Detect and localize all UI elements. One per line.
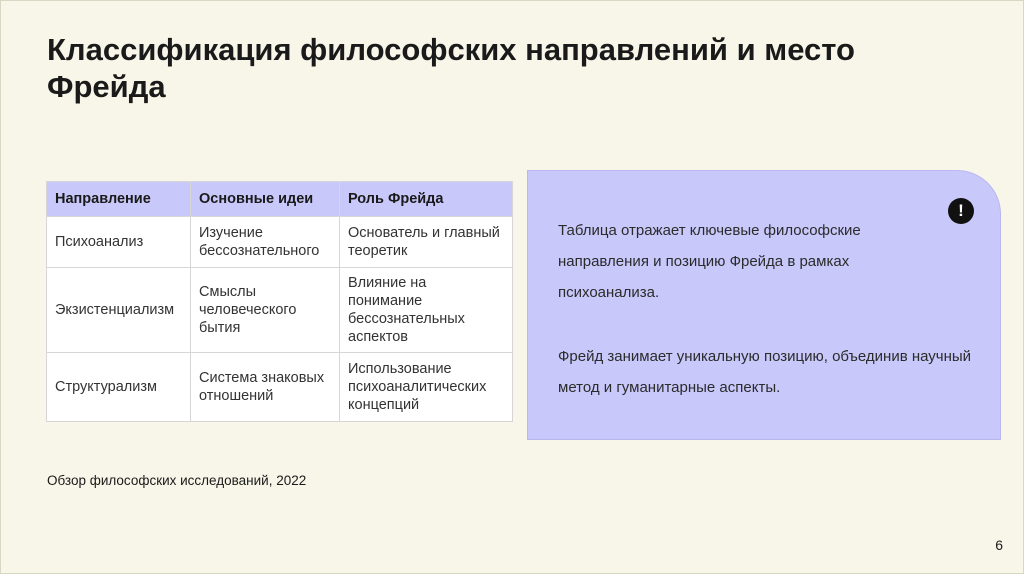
- header-main-ideas: Основные идеи: [191, 182, 340, 217]
- cell-freud-role: Влияние на понимание бессознательных аспектов: [340, 268, 513, 353]
- page-number: 6: [995, 537, 1003, 553]
- exclamation-icon: !: [948, 198, 974, 224]
- table-row: [47, 353, 513, 422]
- note-card: [527, 170, 1001, 440]
- cell-freud-role: Использование психоаналитических концепций: [340, 353, 513, 422]
- source-caption: Обзор философских исследований, 2022: [47, 473, 307, 488]
- philosophy-table: [46, 181, 513, 422]
- table-row: [47, 268, 513, 353]
- table-header-row: [47, 182, 513, 217]
- note-paragraph: Фрейд занимает уникальную позицию, объединив научный метод и гуманитарные аспекты.: [558, 348, 972, 396]
- cell-main-ideas: Изучение бессознательного: [191, 217, 340, 268]
- header-direction: Направление: [47, 182, 191, 217]
- cell-freud-role: Основатель и главный теоретик: [340, 217, 513, 268]
- cell-main-ideas: Смыслы человеческого бытия: [191, 268, 340, 353]
- cell-direction: Психоанализ: [47, 217, 191, 268]
- page-title: Классификация философских направлений и место Фрейда: [47, 32, 855, 104]
- header-freud-role: Роль Фрейда: [340, 182, 513, 217]
- table-row: [47, 217, 513, 268]
- cell-main-ideas: Система знаковых отношений: [191, 353, 340, 422]
- note-paragraph: Таблица отражает ключевые философские направления и позицию Фрейда в рамках психоанализа.: [558, 222, 861, 301]
- cell-direction: Структурализм: [47, 353, 191, 422]
- cell-direction: Экзистенциализм: [47, 268, 191, 353]
